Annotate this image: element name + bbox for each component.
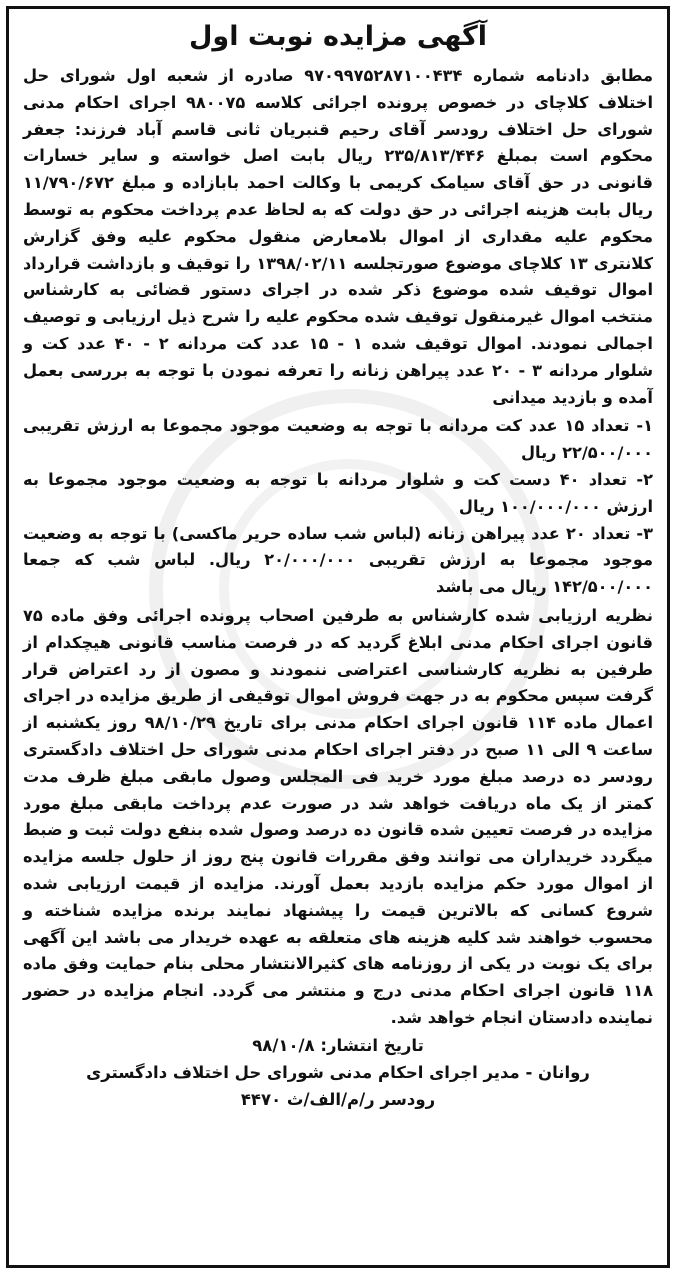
list-item-2: ۲- تعداد ۴۰ دست کت و شلوار مردانه با توجه به وضعیت موجود مجموعا به ارزش ۱۰۰/۰۰۰/۰۰۰ ریال: [23, 469, 653, 516]
list-item-1: ۱- تعداد ۱۵ عدد کت مردانه با توجه به وضعیت موجود مجموعا به ارزش تقریبی ۲۲/۵۰۰/۰۰۰ ریال: [23, 416, 653, 463]
list-item-3: ۳- تعداد ۲۰ عدد پیراهن زنانه (لباس شب ساده حریر ماکسی) با توجه به وضعیت موجود مجموعا به ارزش تقریبی ۲۰/۰۰۰/۰۰۰ ریال. لباس شب که جمعا ۱۴۲/۵۰۰/۰۰۰ ریال می باشد: [23, 523, 654, 597]
notice-body-paragraph: نظریه ارزیابی شده کارشناس به طرفین اصحاب پرونده اجرائی وفق ماده ۷۵ قانون اجرای احکام مدنی ابلاغ گردید که در فرصت مناسب قانونی هیچکدام از طرفین به نظریه کارشناسی اعتراضی ننمودند و مصون از رد اعتراض قرار گرفت سپس محکوم به در جهت فروش اموال توقیفی از طریق مزایده در اجرای اعمال ماده ۱۱۴ قانون اجرای احکام مدنی برای تاریخ ۹۸/۱۰/۲۹ روز یکشنبه از ساعت ۹ الی ۱۱ صبح در دفتر اجرای احکام مدنی شورای حل اختلاف دادگستری رودسر ده درصد مبلغ مورد خرید فی المجلس وصول مابقی مبلغ ظرف مدت کمتر از یک ماه دریافت خواهد شد در صورت عدم پرداخت مابقی مبلغ مورد مزایده در فرصت تعیین شده قانون ده درصد وصول شده بنفع دولت ثبت و ضبط میگردد خریداران می توانند وفق مقررات قانون پنج روز از حلول جلسه مزایده از اموال مورد حکم مزایده بازدید بعمل آورند. مزایده از قیمت ارزیابی شده شروع کسانی که بالاترین قیمت را پیشنهاد نمایند برنده مزایده شناخته و محسوب خواهند شد کلیه هزینه های متعلقه به عهده خریدار می باشد این آگهی برای یک نوبت در یکی از روزنامه های کثیرالانتشار محلی بنام حمایت وفق ماده ۱۱۸ قانون اجرای احکام مدنی درج و منتشر می گردد. انجام مزایده در حضور نماینده دادستان انجام خواهد شد.: [23, 605, 653, 1027]
notice-title: آگهی مزایده نوبت اول: [189, 21, 487, 52]
signature-line: روانان - مدیر اجرای احکام مدنی شورای حل اختلاف دادگستری: [86, 1062, 590, 1082]
reference-code: رودسر ر/م/الف/ث ۴۴۷۰: [240, 1089, 436, 1109]
notice-intro-paragraph: مطابق دادنامه شماره ۹۷۰۹۹۷۵۲۸۷۱۰۰۴۳۴ صادره از شعبه اول شورای حل اختلاف کلاچای در خصوص پرونده اجرائی کلاسه ۹۸۰۰۷۵ اجرای احکام مدنی شورای حل اختلاف رودسر آقای رحیم قنبریان ثانی قاسم آباد فرزند: جعفر محکوم است بمبلغ ۲۳۵/۸۱۳/۴۴۶ ریال بابت اصل خواسته و سایر خسارات قانونی در حق آقای سیامک کریمی با وکالت احمد بابازاده و مبلغ ۱۱/۷۹۰/۶۷۲ ریال بابت هزینه اجرائی در حق دولت که به لحاظ عدم پرداخت محکوم به توسط محکوم علیه مقداری از اموال بلامعارض منقول محکوم علیه وفق گزارش کلانتری ۱۳ کلاچای موضوع صورتجلسه ۱۳۹۸/۰۲/۱۱ را توقیف و بازداشت قرارداد اموال توقیف شده موضوع ذکر شده در اجرای دستور قضائی به کارشناس منتخب اموال غیرمنقول توقیف شده محکوم علیه را شرح ذیل ارزیابی و توصیف اجمالی نمودند. اموال توقیف شده ۱ - ۱۵ عدد کت مردانه ۲ - ۴۰ عدد کت و شلوار مردانه ۳ - ۲۰ عدد پیراهن زنانه را تعرفه نمودن با توجه به بررسی بعمل آمده و بازدید میدانی: [23, 66, 654, 407]
notice-frame: [6, 6, 670, 1268]
publish-date: تاریخ انتشار: ۹۸/۱۰/۸: [252, 1035, 424, 1055]
